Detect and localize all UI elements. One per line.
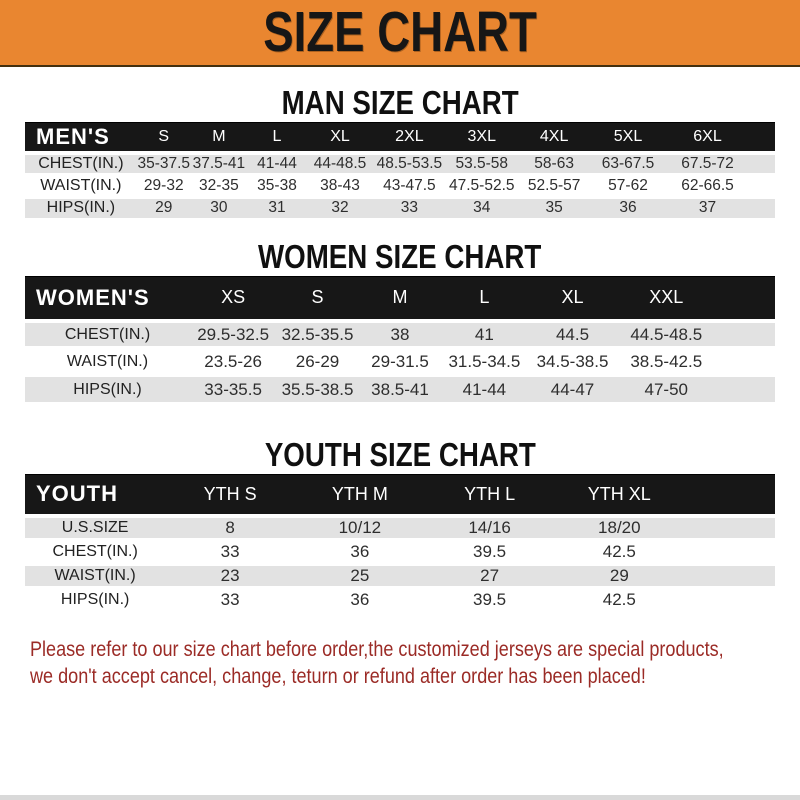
size-value-cell: 33	[373, 197, 446, 218]
size-value-cell: 27	[425, 564, 555, 588]
size-value-cell: 39.5	[425, 588, 555, 611]
size-value-cell: 53.5-58	[446, 153, 518, 175]
size-value-cell: 62-66.5	[666, 175, 750, 197]
youth-ussize-row	[25, 516, 775, 540]
size-value-cell: 38.5-42.5	[618, 348, 716, 375]
women-waist-row	[25, 348, 775, 375]
row-label: WAIST(IN.)	[25, 564, 165, 588]
size-value-cell: 38.5-41	[359, 375, 442, 402]
disclaimer-line-2: we don't accept cancel, change, teturn or refund after order has been placed!	[30, 663, 646, 688]
size-value-cell: 47-50	[618, 375, 716, 402]
size-value-cell: 42.5	[554, 540, 684, 564]
size-value-cell: 41-44	[441, 375, 527, 402]
size-value-cell: 23.5-26	[190, 348, 276, 375]
size-value-cell: 31	[247, 197, 307, 218]
men-size-col-header: 3XL	[446, 123, 518, 153]
size-value-cell: 37	[666, 197, 750, 218]
size-value-cell: 33	[165, 588, 295, 611]
size-value-cell: 39.5	[425, 540, 555, 564]
women-section-heading	[0, 238, 800, 276]
size-value-cell: 67.5-72	[666, 153, 750, 175]
men-size-table	[25, 122, 775, 218]
size-value-cell: 41-44	[247, 153, 307, 175]
women-size-col-header: XL	[528, 276, 618, 321]
women-heading-text: WOMEN SIZE CHART	[258, 237, 542, 275]
size-value-cell: 43-47.5	[373, 175, 446, 197]
footer-disclaimer	[0, 636, 800, 690]
row-label: WAIST(IN.)	[25, 348, 190, 375]
women-header-row	[25, 276, 775, 321]
women-hips-row	[25, 375, 775, 402]
spacer-cell	[750, 153, 776, 175]
spacer-cell	[750, 123, 776, 153]
women-size-table	[25, 276, 775, 403]
row-label: HIPS(IN.)	[25, 375, 190, 402]
size-value-cell: 35	[518, 197, 591, 218]
row-label: U.S.SIZE	[25, 516, 165, 540]
spacer-cell	[684, 516, 775, 540]
size-value-cell: 30	[191, 197, 247, 218]
size-value-cell: 44.5-48.5	[618, 321, 716, 348]
size-value-cell: 42.5	[554, 588, 684, 611]
banner-title: SIZE CHART	[263, 0, 537, 64]
row-label: WAIST(IN.)	[25, 175, 137, 197]
spacer-cell	[684, 588, 775, 611]
men-size-col-header: 4XL	[518, 123, 591, 153]
men-header-label: MEN'S	[25, 123, 137, 153]
row-label: CHEST(IN.)	[25, 321, 190, 348]
men-waist-row	[25, 175, 775, 197]
size-value-cell: 8	[165, 516, 295, 540]
size-value-cell: 44.5	[528, 321, 618, 348]
size-value-cell: 32-35	[191, 175, 247, 197]
size-value-cell: 32.5-35.5	[276, 321, 359, 348]
youth-waist-row	[25, 564, 775, 588]
size-value-cell: 29	[554, 564, 684, 588]
spacer-cell	[750, 197, 776, 218]
size-value-cell: 34	[446, 197, 518, 218]
youth-header-row	[25, 475, 775, 516]
youth-heading-text: YOUTH SIZE CHART	[264, 436, 536, 473]
bottom-edge-strip	[0, 795, 800, 800]
youth-section-heading	[0, 436, 800, 474]
men-chest-row	[25, 153, 775, 175]
size-value-cell: 10/12	[295, 516, 425, 540]
size-value-cell: 31.5-34.5	[441, 348, 527, 375]
size-value-cell: 36	[295, 588, 425, 611]
women-size-col-header: M	[359, 276, 442, 321]
size-value-cell: 33	[165, 540, 295, 564]
size-value-cell: 36	[295, 540, 425, 564]
men-heading-text: MAN SIZE CHART	[281, 84, 519, 121]
men-size-col-header: L	[247, 123, 307, 153]
size-value-cell: 29	[137, 197, 191, 218]
women-size-col-header: L	[441, 276, 527, 321]
youth-size-col-header: YTH S	[165, 475, 295, 516]
youth-size-col-header: YTH L	[425, 475, 555, 516]
size-chart-banner	[0, 0, 800, 67]
men-size-col-header: 2XL	[373, 123, 446, 153]
spacer-cell	[750, 175, 776, 197]
row-label: CHEST(IN.)	[25, 153, 137, 175]
size-value-cell: 29-32	[137, 175, 191, 197]
youth-size-col-header: YTH XL	[554, 475, 684, 516]
women-chest-row	[25, 321, 775, 348]
size-value-cell: 34.5-38.5	[528, 348, 618, 375]
size-value-cell: 57-62	[591, 175, 666, 197]
men-hips-row	[25, 197, 775, 218]
size-value-cell: 37.5-41	[191, 153, 247, 175]
men-size-col-header: 5XL	[591, 123, 666, 153]
size-value-cell: 23	[165, 564, 295, 588]
size-value-cell: 52.5-57	[518, 175, 591, 197]
men-size-col-header: M	[191, 123, 247, 153]
size-value-cell: 38	[359, 321, 442, 348]
size-value-cell: 44-48.5	[307, 153, 373, 175]
row-label: CHEST(IN.)	[25, 540, 165, 564]
row-label: HIPS(IN.)	[25, 197, 137, 218]
spacer-cell	[715, 375, 775, 402]
size-value-cell: 35-37.5	[137, 153, 191, 175]
men-size-col-header: S	[137, 123, 191, 153]
women-header-label: WOMEN'S	[25, 276, 190, 321]
men-size-col-header: 6XL	[666, 123, 750, 153]
size-value-cell: 29.5-32.5	[190, 321, 276, 348]
size-value-cell: 48.5-53.5	[373, 153, 446, 175]
men-header-row	[25, 123, 775, 153]
size-value-cell: 63-67.5	[591, 153, 666, 175]
size-value-cell: 41	[441, 321, 527, 348]
size-value-cell: 32	[307, 197, 373, 218]
men-section-heading	[0, 84, 800, 122]
size-value-cell: 38-43	[307, 175, 373, 197]
size-value-cell: 44-47	[528, 375, 618, 402]
men-size-col-header: XL	[307, 123, 373, 153]
size-value-cell: 33-35.5	[190, 375, 276, 402]
size-value-cell: 36	[591, 197, 666, 218]
women-size-col-header: S	[276, 276, 359, 321]
disclaimer-line-1: Please refer to our size chart before order,the customized jerseys are special products,	[30, 636, 724, 661]
size-value-cell: 58-63	[518, 153, 591, 175]
spacer-cell	[715, 321, 775, 348]
size-value-cell: 35.5-38.5	[276, 375, 359, 402]
spacer-cell	[715, 276, 775, 321]
spacer-cell	[684, 564, 775, 588]
spacer-cell	[684, 540, 775, 564]
youth-size-col-header: YTH M	[295, 475, 425, 516]
size-value-cell: 14/16	[425, 516, 555, 540]
size-value-cell: 47.5-52.5	[446, 175, 518, 197]
size-value-cell: 35-38	[247, 175, 307, 197]
size-value-cell: 29-31.5	[359, 348, 442, 375]
women-size-col-header: XS	[190, 276, 276, 321]
size-value-cell: 26-29	[276, 348, 359, 375]
size-value-cell: 25	[295, 564, 425, 588]
size-value-cell: 18/20	[554, 516, 684, 540]
spacer-cell	[684, 475, 775, 516]
women-size-col-header: XXL	[618, 276, 716, 321]
youth-chest-row	[25, 540, 775, 564]
row-label: HIPS(IN.)	[25, 588, 165, 611]
spacer-cell	[715, 348, 775, 375]
youth-hips-row	[25, 588, 775, 611]
youth-header-label: YOUTH	[25, 475, 165, 516]
youth-size-table	[25, 474, 775, 611]
